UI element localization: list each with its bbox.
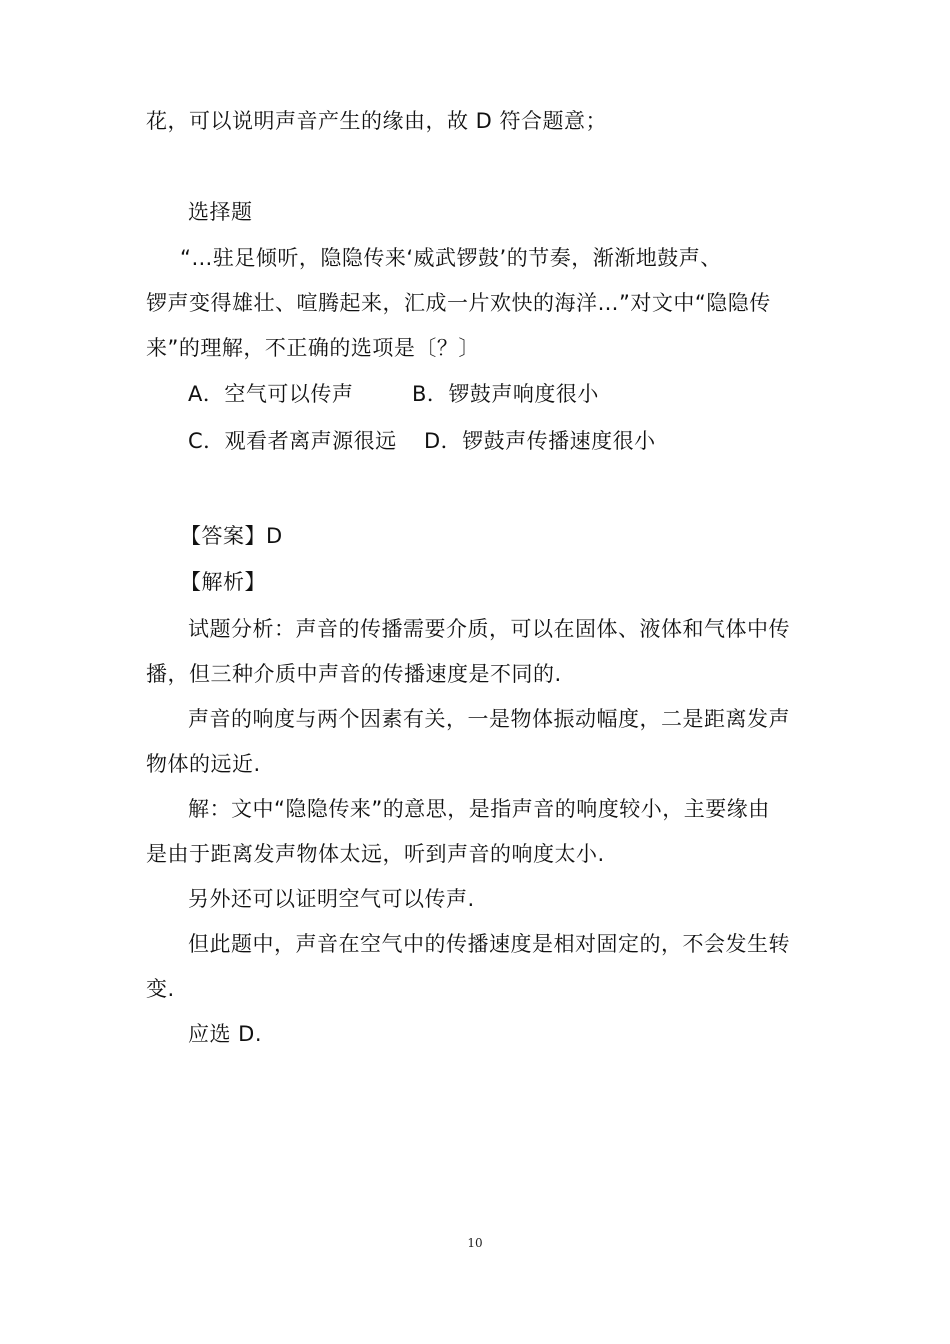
question-type-label: 选择题	[188, 200, 253, 224]
analysis-line-10: 应选 D.	[188, 1022, 263, 1046]
analysis-line-1: 试题分析：声音的传播需要介质，可以在固体、液体和气体中传	[188, 617, 790, 641]
analysis-line-4: 物体的远近.	[146, 752, 261, 776]
option-c: C．观看者离声源很远	[188, 429, 397, 453]
analysis-line-5: 解：文中“隐隐传来”的意思，是指声音的响度较小，主要缘由	[188, 797, 770, 821]
analysis-line-8: 但此题中，声音在空气中的传播速度是相对固定的，不会发生转	[188, 932, 790, 956]
carry-over-text: 花，可以说明声音产生的缘由，故 D 符合题意；	[146, 109, 608, 133]
analysis-line-9: 变.	[146, 977, 175, 1001]
analysis-line-3: 声音的响度与两个因素有关，一是物体振动幅度，二是距离发声	[188, 707, 790, 731]
option-b: B．锣鼓声响度很小	[412, 382, 599, 406]
question-stem-line-2: 锣声变得雄壮、喧腾起来，汇成一片欢快的海洋…”对文中“隐隐传	[146, 291, 771, 315]
answer-line: 【答案】D	[180, 524, 283, 548]
analysis-line-7: 另外还可以证明空气可以传声.	[188, 887, 475, 911]
analysis-line-2: 播，但三种介质中声音的传播速度是不同的.	[146, 662, 562, 686]
page-number: 10	[467, 1236, 483, 1250]
option-d: D．锣鼓声传播速度很小	[424, 429, 656, 453]
analysis-heading: 【解析】	[180, 570, 266, 594]
option-a: A．空气可以传声	[188, 382, 354, 406]
question-stem-line-1: “…驻足倾听，隐隐传来‘威武锣鼓’的节奏，渐渐地鼓声、	[180, 246, 722, 270]
question-stem-line-3: 来”的理解，不正确的选项是〔？〕	[146, 336, 480, 360]
analysis-line-6: 是由于距离发声物体太远，听到声音的响度太小.	[146, 842, 605, 866]
